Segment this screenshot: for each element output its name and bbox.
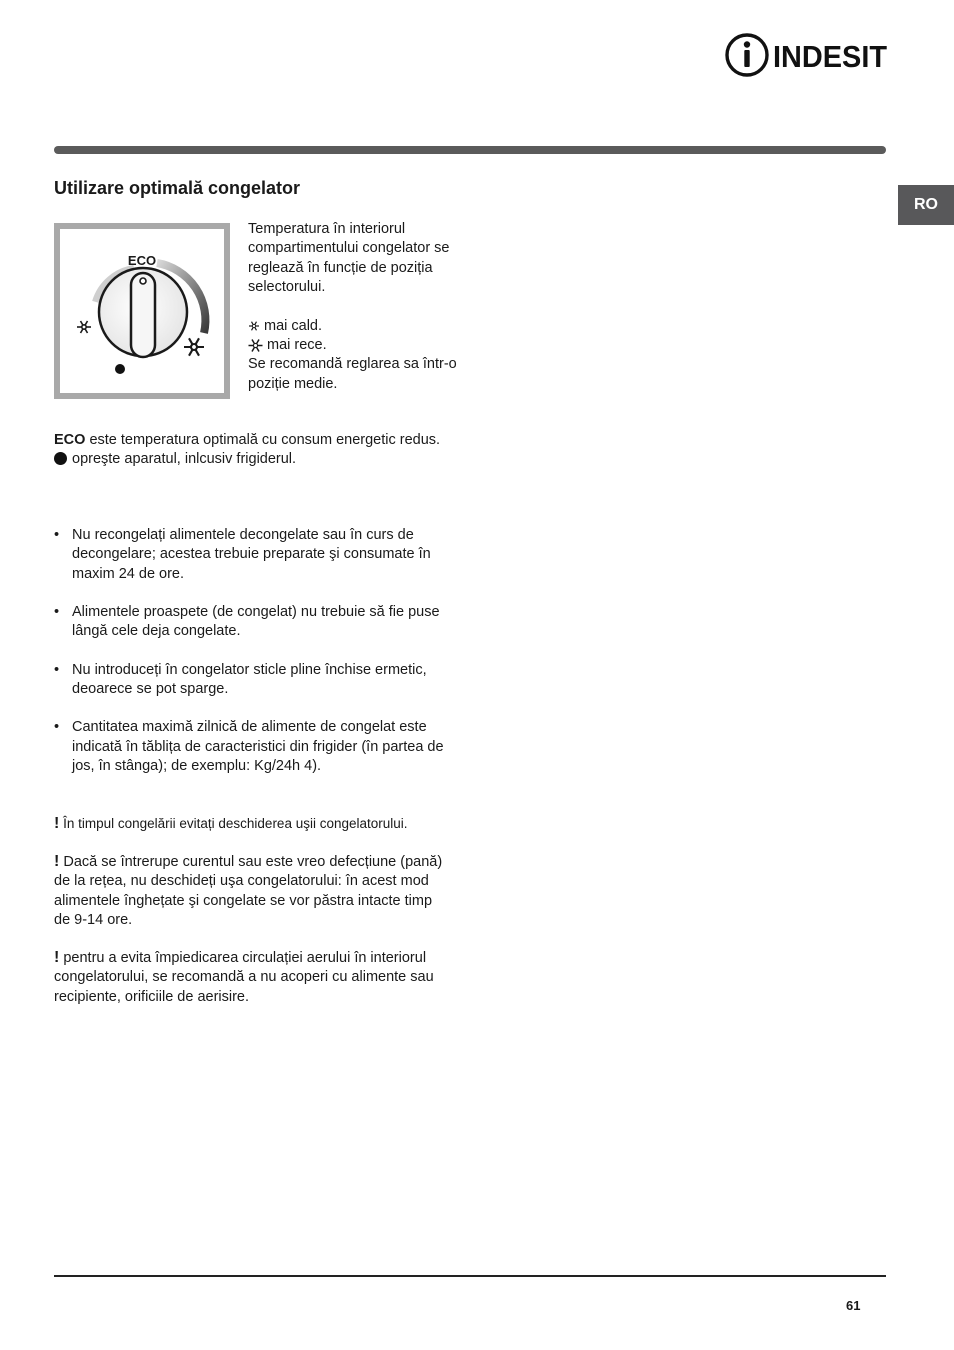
warning-text: Dacă se întrerupe curentul sau este vreo defecțiune (pană) de la rețea, nu deschideți uşa congelatorului: în acest mod alimentele înghețate şi congelate se vor păstra intacte timp de 9-14 ore.: [54, 854, 443, 929]
section-title: Utilizare optimală congelator: [54, 178, 301, 198]
warning-text: În timpul congelării evitați deschiderea uşii congelatorului.: [59, 816, 408, 831]
off-description: opreşte aparatul, inlcusiv frigiderul.: [72, 451, 297, 468]
top-divider: [54, 146, 886, 154]
eco-term: ECO: [54, 432, 86, 448]
freezer-tips-list: [54, 526, 454, 795]
dial-eco-label: ECO: [127, 253, 157, 268]
bottom-divider: [54, 1275, 886, 1277]
warning-ventilation: [54, 948, 450, 1007]
indesit-logo: [724, 32, 890, 78]
warning-door: [54, 815, 450, 833]
eco-description: este temperatura optimală cu consum energetic redus.: [85, 432, 441, 448]
recommendation-text: Se recomandă reglarea sa într-o poziție medie.: [248, 356, 457, 392]
warning-mark: !: [54, 853, 60, 870]
eco-note: [54, 431, 446, 470]
logo-wordmark: INDESIT: [773, 39, 888, 74]
list-item: • Alimentele proaspete (de congelat) nu trebuie să fie puse lângă cele deja congelate.: [54, 603, 454, 642]
warning-power-outage: [54, 852, 450, 931]
warmer-line: [248, 317, 458, 336]
list-item: • Cantitatea maximă zilnică de alimente de congelat este indicată în tăblița de caracteristici din frigider (în partea de jos, în stânga); de exemplu: Kg/24h 4).: [54, 718, 454, 776]
small-snowflake-icon: [248, 320, 260, 332]
off-dot-icon: [54, 452, 67, 465]
list-item: • Nu introduceți în congelator sticle pline închise ermetic, deoarece se pot sparge.: [54, 661, 454, 700]
large-snowflake-icon: [248, 338, 263, 353]
language-tab: RO: [898, 185, 954, 225]
intro-paragraph: Temperatura în interiorul compartimentului congelator se reglează în funcție de poziția selectorului.: [248, 221, 450, 296]
warning-text: pentru a evita împiedicarea circulației aerului în interiorul congelatorului, se recomandă a nu acoperi cu alimente sau recipiente, orificiile de aerisire.: [54, 950, 434, 1005]
page-number: 61: [846, 1298, 861, 1313]
colder-label: mai rece.: [267, 337, 327, 354]
colder-line: [248, 336, 458, 355]
warning-mark: !: [54, 949, 60, 966]
off-dot-icon: [115, 364, 125, 374]
thermostat-dial-illustration: [54, 223, 230, 399]
warning-mark: !: [54, 815, 60, 832]
intro-text: [248, 220, 458, 394]
list-item: • Nu recongelați alimentele decongelate sau în curs de decongelare; acestea trebuie preparate şi consumate în maxim 24 de ore.: [54, 526, 454, 584]
warmer-label: mai cald.: [264, 317, 323, 334]
